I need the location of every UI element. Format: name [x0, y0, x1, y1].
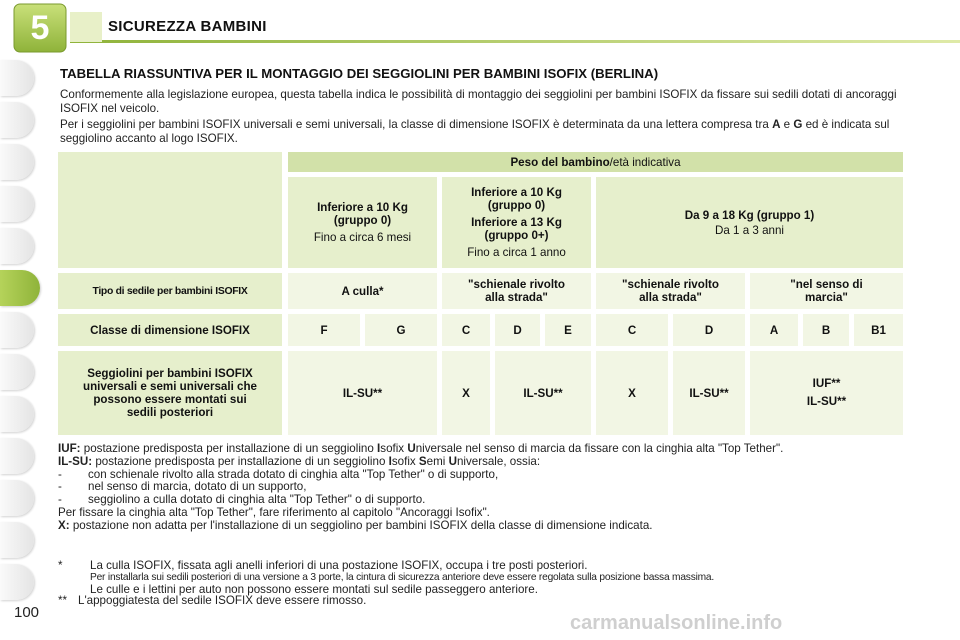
chapter-tab[interactable] — [0, 396, 34, 432]
seat-type-cell: "nel senso di marcia" — [750, 273, 903, 309]
group-1-cell: Da 9 a 18 Kg (gruppo 1) Da 1 a 3 anni — [596, 177, 903, 268]
seats-value-cell: IUF** IL-SU** — [750, 351, 903, 435]
size-class-cell: C — [442, 314, 490, 346]
seat-type-label: Tipo di sedile per bambini ISOFIX — [58, 273, 282, 309]
section-title: TABELLA RIASSUNTIVA PER IL MONTAGGIO DEI SEGGIOLINI PER BAMBINI ISOFIX (BERLINA) — [60, 66, 659, 81]
size-class-cell: B1 — [854, 314, 903, 346]
size-class-cell: C — [596, 314, 668, 346]
legend-ilsu: IL-SU: postazione predisposta per installazione di un seggiolino Isofix Semi Universale, ossia: — [58, 454, 541, 468]
seats-value-cell: X — [596, 351, 668, 435]
group-0-cell: Inferiore a 10 Kg (gruppo 0) Fino a circa 6 mesi — [288, 177, 437, 268]
footnote-star: * La culla ISOFIX, fissata agli anelli inferiori di una postazione ISOFIX, occupa i tre posti posteriori. Per installarla sui sedili posteriori di una versione a 3 porte, la cintura di sicurezza anteriore deve essere regolata sulla posizione bassa massima. Le culle e i lettini per auto non possono essere montati sul sedile passeggero anteriore. — [58, 559, 715, 596]
legend-iuf: IUF: postazione predisposta per installazione di un seggiolino Isofix Universale nel senso di marcia da fissare con la cinghia alta "Top Tether". — [58, 442, 784, 455]
seats-value-cell: IL-SU** — [495, 351, 591, 435]
seats-value-cell: IL-SU** — [288, 351, 437, 435]
chapter-number: 5 — [30, 8, 50, 47]
legend-bullet: - con schienale rivolto alla strada dotato di cinghia alta "Top Tether" o di supporto, — [58, 467, 499, 481]
group-0plus-cell: Inferiore a 10 Kg (gruppo 0) Inferiore a 13 Kg (gruppo 0+) Fino a circa 1 anno — [442, 177, 591, 268]
legend-x: X: postazione non adatta per l'installazione di un seggiolino per bambini ISOFIX della classe di dimensione indicata. — [58, 518, 653, 532]
chapter-tab[interactable] — [0, 522, 34, 558]
legend-bullet: - nel senso di marcia, dotato di un supporto, — [58, 480, 307, 494]
seat-type-cell: "schienale rivolto alla strada" — [596, 273, 745, 309]
chapter-tab[interactable] — [0, 480, 34, 516]
seat-type-cell: A culla* — [288, 273, 437, 309]
watermark: carmanualsonline.info — [570, 612, 783, 634]
footnote-double-star: ** L'appoggiatesta del sedile ISOFIX deve essere rimosso. — [58, 594, 367, 608]
chapter-tab[interactable] — [0, 186, 34, 222]
weight-header: Peso del bambino/età indicativa — [288, 152, 903, 172]
chapter-tab[interactable] — [0, 102, 34, 138]
intro-paragraph: Conformemente alla legislazione europea, questa tabella indica le possibilità di montaggio dei seggiolini per bambini ISOFIX da fissare sui sedili dotati di ancoraggi ISOFIX nel veicolo. — [60, 88, 897, 115]
rear-seats-label: Seggiolini per bambini ISOFIX universali e semi universali che possono essere montati sui sedili posteriori — [58, 351, 282, 435]
size-class-paragraph: Per i seggiolini per bambini ISOFIX universali e semi universali, la classe di dimensione ISOFIX è determinata da una lettera compresa tra A e G ed è indicata sul seggiolino accanto al logo ISOFIX. — [60, 118, 890, 145]
size-class-cell: D — [495, 314, 540, 346]
chapter-title: SICUREZZA BAMBINI — [108, 18, 267, 35]
chapter-tab[interactable] — [0, 438, 34, 474]
table-corner — [58, 152, 282, 268]
chapter-tab[interactable] — [0, 60, 34, 96]
legend-top-tether-note: Per fissare la cinghia alta "Top Tether", fare riferimento al capitolo "Ancoraggi Isofix". — [58, 505, 490, 519]
size-class-cell: G — [365, 314, 437, 346]
seats-value-cell: IL-SU** — [673, 351, 745, 435]
chapter-tab[interactable] — [0, 228, 34, 264]
size-class-cell: A — [750, 314, 798, 346]
chapter-tab[interactable] — [0, 354, 34, 390]
seats-value-cell: X — [442, 351, 490, 435]
size-class-cell: E — [545, 314, 591, 346]
size-class-cell: B — [803, 314, 849, 346]
chapter-tabs — [0, 60, 36, 620]
page-number: 100 — [14, 604, 40, 621]
footnotes — [58, 560, 908, 607]
chapter-tab[interactable] — [0, 144, 34, 180]
size-class-cell: D — [673, 314, 745, 346]
chapter-tab[interactable] — [0, 312, 34, 348]
chapter-tab-active[interactable] — [0, 270, 40, 306]
seat-type-cell: "schienale rivolto alla strada" — [442, 273, 591, 309]
size-class-cell: F — [288, 314, 360, 346]
legend — [58, 443, 908, 533]
size-class-label: Classe di dimensione ISOFIX — [58, 314, 282, 346]
legend-bullet: - seggiolino a culla dotato di cinghia alta "Top Tether" o di supporto. — [58, 493, 426, 507]
chapter-tab[interactable] — [0, 564, 34, 600]
